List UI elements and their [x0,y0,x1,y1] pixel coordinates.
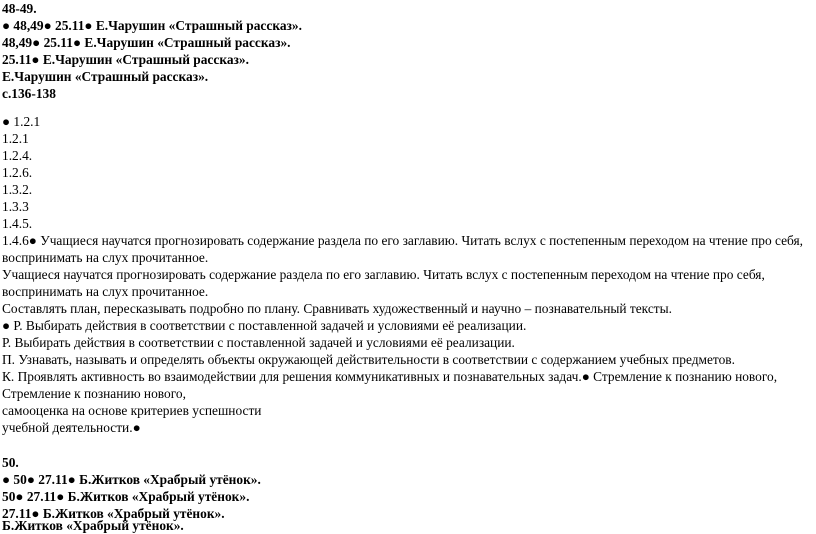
body-line: воспринимать на слух прочитанное. [2,284,209,299]
lesson-title-line: Б.Житков «Храбрый утёнок». [2,518,184,533]
lesson-title-line: ● 48,49● 25.11● Е.Чарушин «Страшный рассказ». [2,18,302,33]
body-line: 1.4.6● Учащиеся научатся прогнозировать содержание раздела по его заглавию. Читать вслух с постепенным переходом на чтение про себя, [2,233,804,248]
lesson-title-line: 48,49● 25.11● Е.Чарушин «Страшный рассказ». [2,35,291,50]
code-line: ● 1.2.1 [2,114,41,129]
body-line: Р. Выбирать действия в соответствии с поставленной задачей и условиями её реализации. [2,335,515,350]
lesson-title-line: 27.11● Б.Житков «Храбрый утёнок». [2,506,225,521]
lesson-title-line: 25.11● Е.Чарушин «Страшный рассказ». [2,52,249,67]
code-line: 1.2.4. [2,148,33,163]
body-line: воспринимать на слух прочитанное. [2,250,209,265]
lesson-number: 50. [2,455,19,470]
body-line: самооценка на основе критериев успешности [2,403,262,418]
body-line: Учащиеся научатся прогнозировать содержание раздела по его заглавию. Читать вслух с постепенным переходом на чтение про себя, [2,267,765,282]
body-line: П. Узнавать, называть и определять объекты окружающей действительности в соответствии с содержанием учебных предметов. [2,352,735,367]
code-line: 1.4.5. [2,216,33,231]
lesson-pages: с.136-138 [2,86,56,101]
lesson-title-line: 50● 27.11● Б.Житков «Храбрый утёнок». [2,489,250,504]
body-line: Стремление к познанию нового, [2,386,186,401]
lesson-title-line: ● 50● 27.11● Б.Житков «Храбрый утёнок». [2,472,261,487]
body-line: Составлять план, пересказывать подробно по плану. Сравнивать художественный и научно – познавательный тексты. [2,301,672,316]
body-line: К. Проявлять активность во взаимодействии для решения коммуникативных и познавательных задач.● Стремление к познанию нового, [2,369,778,384]
code-line: 1.3.2. [2,182,33,197]
code-line: 1.2.1 [2,131,29,146]
lesson-number: 48-49. [2,1,37,16]
body-line: учебной деятельности.● [2,420,141,435]
code-line: 1.3.3 [2,199,29,214]
code-line: 1.2.6. [2,165,33,180]
lesson-title-line: Е.Чарушин «Страшный рассказ». [2,69,209,84]
body-line: ● Р. Выбирать действия в соответствии с поставленной задачей и условиями её реализации. [2,318,527,333]
